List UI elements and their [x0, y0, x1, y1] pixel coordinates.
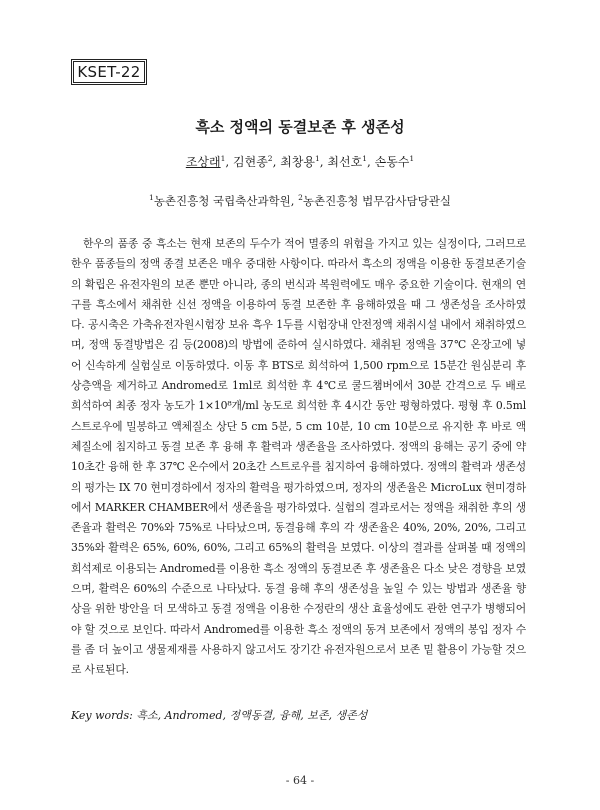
page-number: - 64 - — [285, 774, 315, 787]
author-affil-mark: 1 — [220, 154, 226, 163]
affiliation: 농촌진흥청 국립축산과학원 — [153, 194, 291, 208]
abstract-text: 한우의 품종 중 흑소는 현재 보존의 두수가 적어 멸종의 위험을 가지고 있는 실정이다, 그러므로 한우 품종들의 정액 종결 보존은 매우 중대한 사항이다. 따라서 흑소의 정액을 이용한 동결보존기술의 확립은 유전자원의 보존 뿐만 아니라, 종의 번식과 복원력에도 매우 중요한 기술이다. 현재의 연구를 흑소에서 채취한 신선 정액을 이용하여 동결 보존한 후 융해하였을 때 그 생존성을 조사하였다. 공시축은 가축유전자원시험장 보유 흑우 1두를 시험장내 안전정액 채취시설 내에서 채취하였으며, 정액 동결방법은 김 등(2008)의 방법에 준하여 실시하였다. 채취된 정액을 37℃ 온장고에 넣어 신속하게 실험실로 이동하였다. 이동 후 BTS로 희석하여 1,500 rpm으로 15분간 원심분리 후 상층액을 제거하고 Andromed로 1ml로 희석한 후 4℃로 쿨드챔버에서 30분 간격으로 두 배로 희석하여 최종 정자 농도가 1×10⁸개/ml 농도로 희석한 후 4시간 동안 평형하였다. 평형 후 0.5ml 스트로우에 밀봉하고 액체질소 상단 5 cm 5분, 5 cm 10분, 10 cm 10분으로 유지한 후 바로 액체질소에 침지하고 동결 보존 후 융해 후 활력과 생존율을 조사하였다. 정액의 융해는 공기 중에 약 10초간 융해 한 후 37℃ 온수에서 20초간 스트로우를 침지하여 융해하였다. 정액의 활력과 생존성의 평가는 IX 70 현미경하에서 정자의 활력을 평가하였으며, 정자의 생존율은 MicroLux 현미경하에서 MARKER CHAMBER에서 생존율을 평가하였다. 실험의 결과로서는 정액을 채취한 후의 생존율과 활력은 70%와 75%로 나타났으며, 동결융해 후의 각 생존율은 40%, 20%, 20%, 그리고 35%와 활력은 65%, 60%, 60%, 그리고 65%의 활력을 보였다. 이상의 결과를 살펴볼 때 정액의 희석제로 이용되는 Andromed를 이용한 흑소 정액의 동결보존 후 생존율은 다소 낮은 경향을 보였으며, 활력은 60%의 수준으로 나타났다. 동결 융해 후의 생존성을 높일 수 있는 방법과 생존율 향상을 위한 방안을 더 모색하고 동결 정액을 이용한 수정란의 생산 효율성에도 관한 연구가 병행되어야 할 것으로 보인다. 따라서 Andromed를 이용한 흑소 정액의 동겨 보존에서 정액의 봉입 정자 수를 좀 더 높이고 생물제재를 사용하지 않고서도 장기간 유전자원으로서 보존 밑 활용이 가능할 것으로 사료된다. — [71, 237, 526, 677]
abstract — [71, 234, 526, 681]
affil-mark: 2 — [298, 193, 303, 202]
author-list — [0, 153, 600, 170]
author-name: 김현종 — [233, 155, 268, 169]
author-affil-mark: 1 — [362, 154, 367, 163]
author-name: 최선호 — [327, 155, 363, 169]
author-affil-mark: 2 — [267, 154, 273, 163]
author-separator: , — [225, 155, 234, 169]
affiliation: 농촌진흥청 법무감사담당관실 — [302, 194, 451, 208]
author-name: 손동수 — [374, 155, 410, 169]
affil-mark: 1 — [149, 193, 154, 202]
author-name: 조상래 — [185, 155, 221, 169]
author-separator: , — [319, 155, 328, 169]
affil-separator: , — [290, 194, 299, 208]
author-separator: , — [272, 155, 281, 169]
keywords: Key words: 흑소, Andromed, 정액동결, 융해, 보존, 생존성 — [71, 709, 368, 722]
author-separator: , — [366, 155, 375, 169]
author-affil-mark: 1 — [315, 154, 320, 163]
author-affil-mark: 1 — [409, 154, 415, 163]
affiliations — [0, 193, 600, 209]
session-tag: KSET-22 — [71, 59, 147, 85]
paper-title: 흑소 정액의 동결보존 후 생존성 — [195, 118, 405, 136]
author-name: 최창용 — [280, 155, 315, 169]
